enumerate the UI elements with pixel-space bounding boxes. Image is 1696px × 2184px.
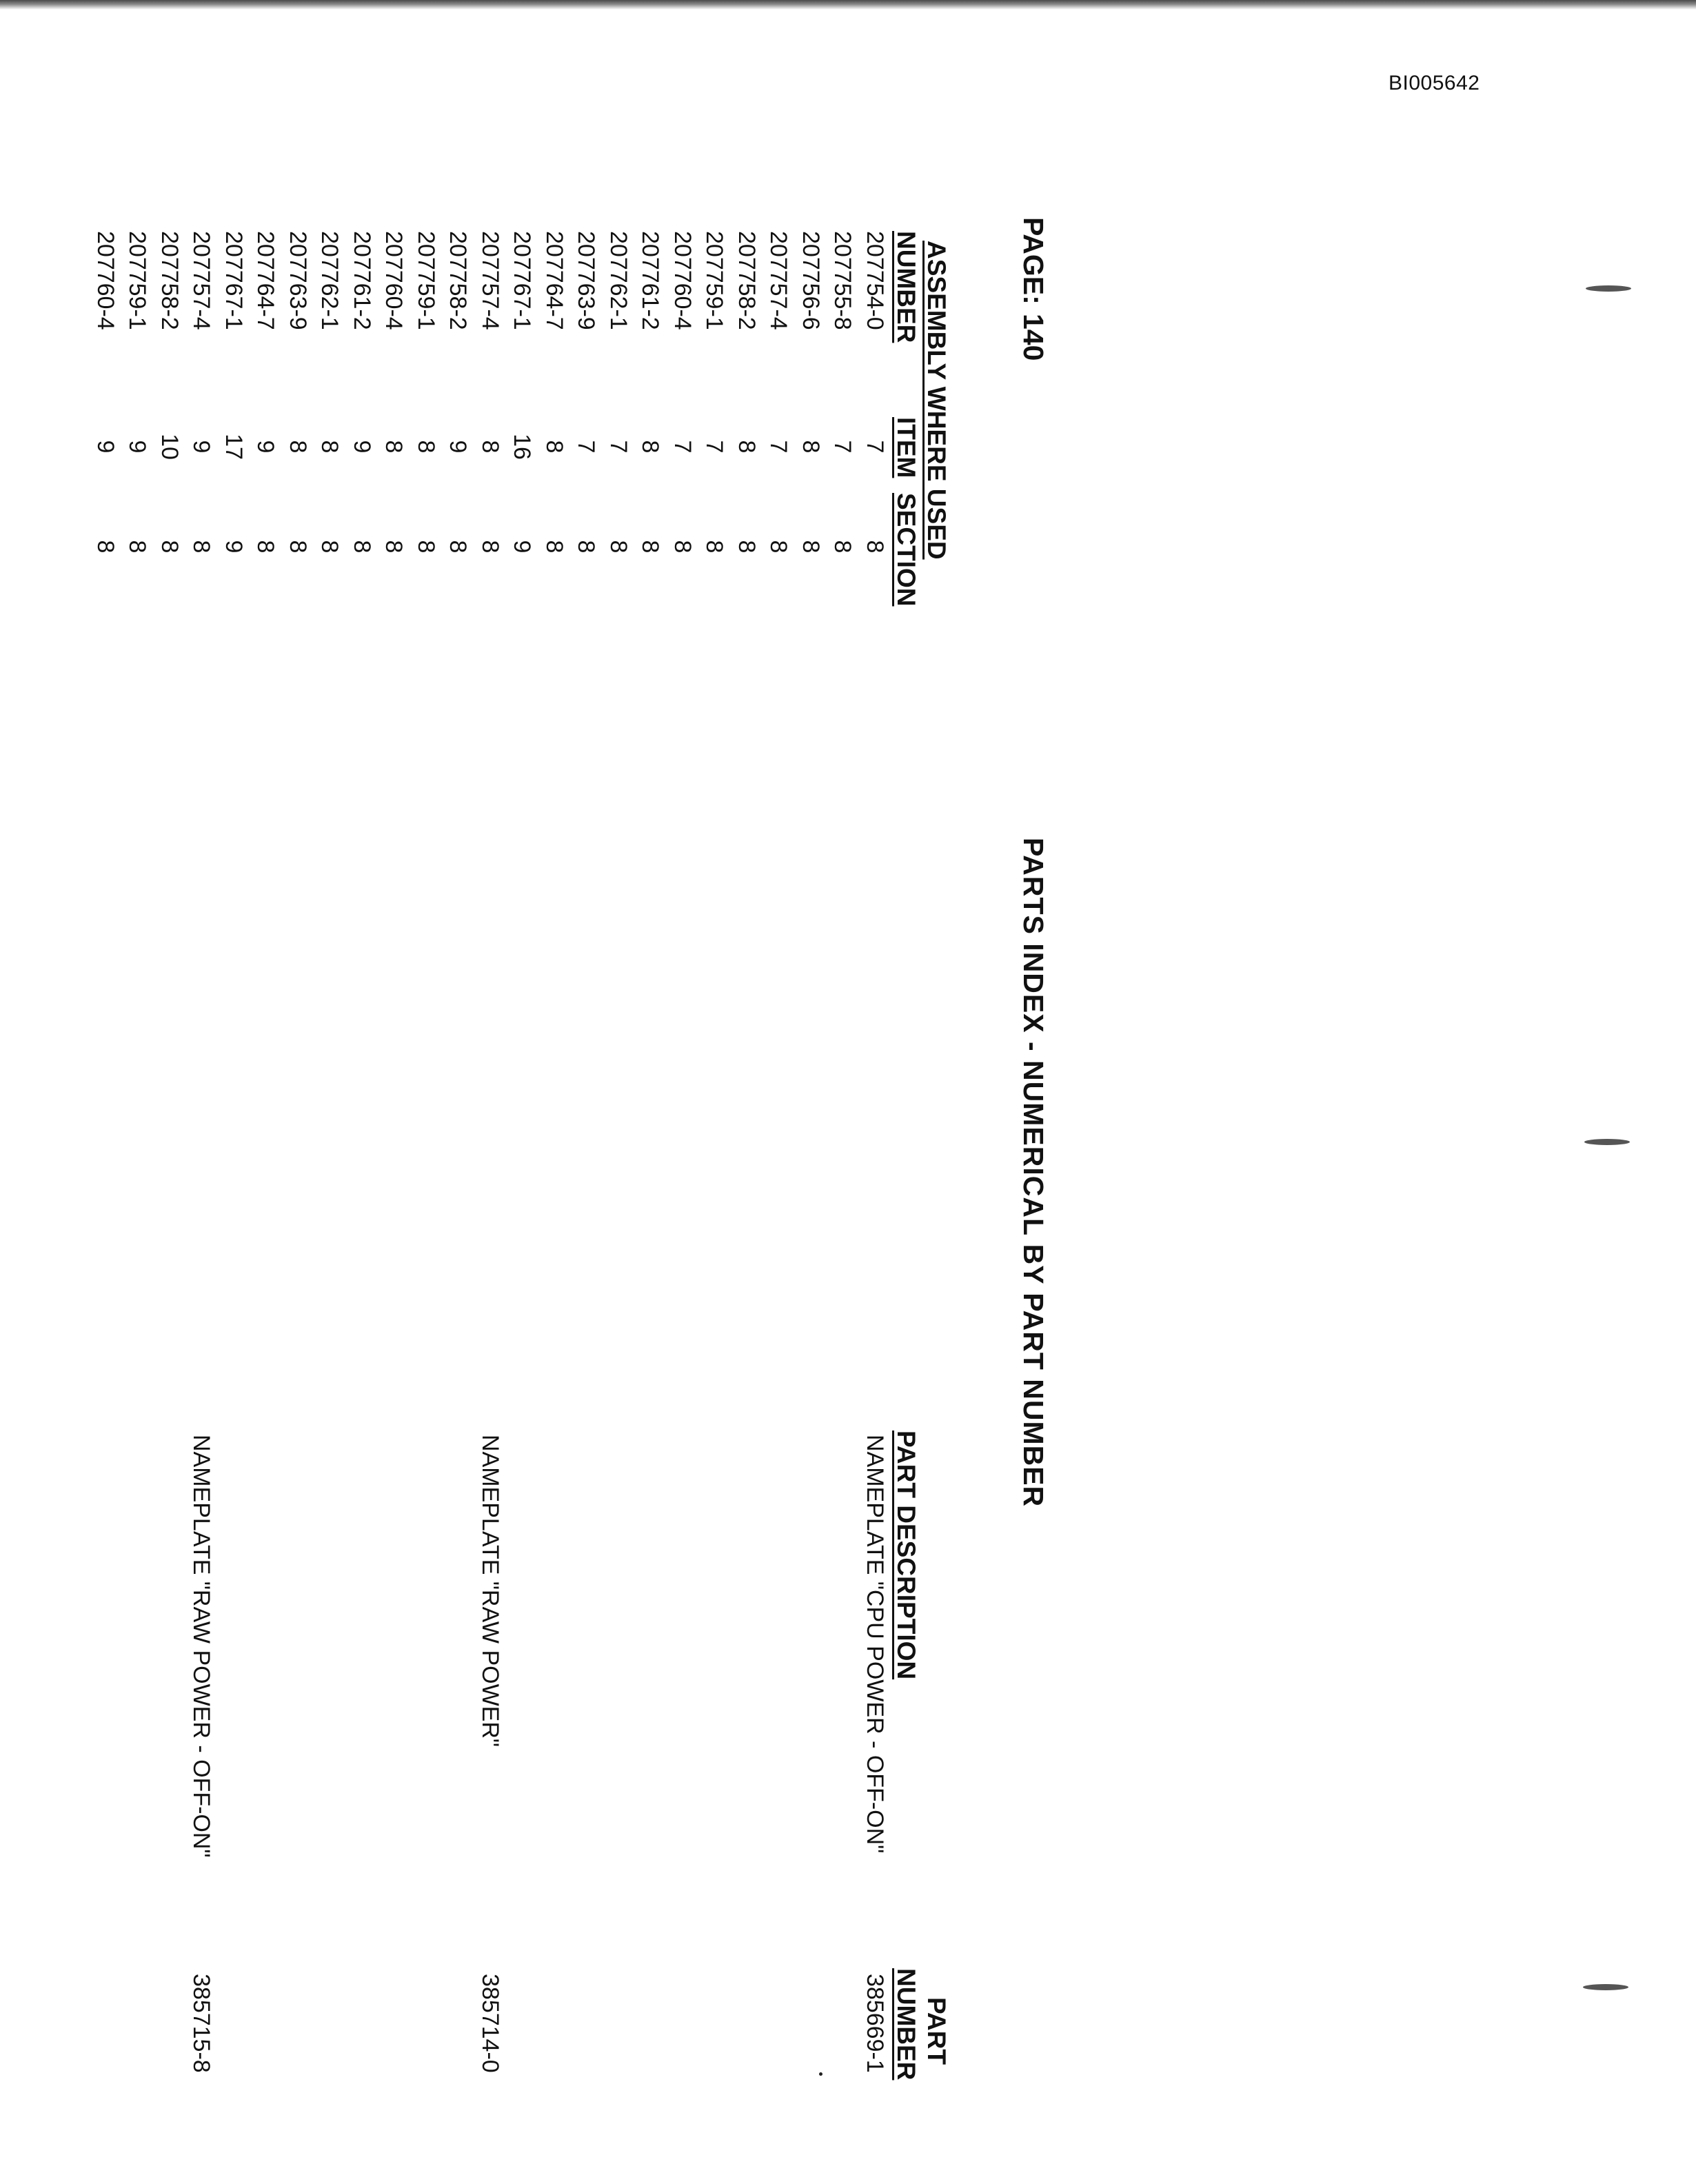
header-assembly-number: NUMBER [892,231,920,343]
assembly-item: 17 [221,434,247,460]
assembly-item: 8 [477,440,503,454]
assembly-number: 207754-0 [862,231,888,330]
assembly-section: 8 [765,540,792,554]
header-section: SECTION [892,493,920,607]
assembly-item: 9 [92,440,119,454]
page-number: 140 [1018,314,1049,361]
assembly-number: 207764-7 [541,231,567,330]
header-part-top: PART [922,1997,951,2065]
assembly-item: 8 [637,440,664,454]
assembly-number: 207761-2 [637,231,664,330]
assembly-section: 8 [701,540,728,554]
assembly-number: 207757-4 [477,231,503,330]
assembly-number: 207758-2 [157,231,183,330]
header-assembly-where-used: ASSEMBLY WHERE USED [922,241,951,560]
assembly-item: 7 [765,440,792,454]
assembly-number: 207763-9 [285,231,311,330]
assembly-section: 8 [316,540,343,554]
assembly-number: 207758-2 [734,231,760,330]
assembly-section: 8 [252,540,279,554]
assembly-number: 207762-1 [605,231,632,330]
assembly-item: 9 [252,440,279,454]
rotated-page-content [92,217,1373,2182]
assembly-item: 16 [509,434,536,460]
assembly-section: 8 [669,540,696,554]
part-description: NAMEPLATE "RAW POWER" [477,1435,503,1747]
assembly-number: 207756-6 [798,231,824,330]
assembly-item: 9 [124,440,151,454]
assembly-number: 207760-4 [669,231,696,330]
part-number: 385669-1 [862,1974,888,2073]
header-part-number: NUMBER [892,1968,920,2081]
assembly-item: 8 [316,440,343,454]
assembly-section: 8 [541,540,567,554]
assembly-number: 207760-4 [381,231,407,330]
assembly-number: 207759-1 [413,231,439,330]
punch-hole-mark [1583,1984,1628,1990]
assembly-section: 8 [124,540,151,554]
assembly-item: 8 [798,440,824,454]
assembly-number: 207759-1 [124,231,151,330]
assembly-item: 8 [734,440,760,454]
assembly-item: 7 [862,440,888,454]
assembly-section: 8 [381,540,407,554]
assembly-item: 7 [605,440,632,454]
assembly-section: 8 [92,540,119,554]
assembly-section: 8 [349,540,375,554]
assembly-number: 207757-4 [765,231,792,330]
punch-hole-mark [1586,285,1631,292]
assembly-section: 9 [509,540,536,554]
assembly-number: 207759-1 [701,231,728,330]
assembly-section: 8 [637,540,664,554]
assembly-item: 9 [349,440,375,454]
assembly-section: 8 [573,540,600,554]
assembly-item: 7 [669,440,696,454]
assembly-section: 8 [157,540,183,554]
header-item: ITEM [892,417,920,478]
page-label: PAGE: [1018,217,1049,305]
assembly-number: 207755-8 [829,231,856,330]
assembly-item: 8 [541,440,567,454]
assembly-item: 7 [829,440,856,454]
assembly-number: 207758-2 [445,231,472,330]
assembly-section: 8 [445,540,472,554]
assembly-item: 7 [701,440,728,454]
assembly-number: 207760-4 [92,231,119,330]
assembly-section: 8 [798,540,824,554]
assembly-number: 207764-7 [252,231,279,330]
assembly-section: 8 [862,540,888,554]
assembly-item: 8 [381,440,407,454]
assembly-item: 9 [188,440,215,454]
part-description: NAMEPLATE "RAW POWER - OFF-ON" [188,1435,215,1858]
assembly-number: 207757-4 [188,231,215,330]
assembly-section: 8 [734,540,760,554]
scan-top-edge [0,0,1696,10]
assembly-section: 8 [188,540,215,554]
assembly-number: 207762-1 [316,231,343,330]
assembly-section: 8 [829,540,856,554]
assembly-section: 8 [413,540,439,554]
part-number: 385715-8 [188,1974,215,2073]
assembly-item: 10 [157,434,183,460]
assembly-number: 207763-9 [573,231,600,330]
page-title: PARTS INDEX - NUMERICAL BY PART NUMBER [1018,838,1049,1508]
assembly-section: 8 [477,540,503,554]
assembly-number: 207767-1 [509,231,536,330]
part-description: NAMEPLATE "CPU POWER - OFF-ON" [862,1435,888,1854]
assembly-item: 7 [573,440,600,454]
part-number: 385714-0 [477,1974,503,2073]
document-id: BI005642 [1389,72,1480,94]
assembly-item: 8 [285,440,311,454]
header-part-description: PART DESCRIPTION [892,1430,920,1680]
assembly-section: 9 [221,540,247,554]
assembly-item: 8 [413,440,439,454]
assembly-section: 8 [285,540,311,554]
assembly-number: 207761-2 [349,231,375,330]
assembly-number: 207767-1 [221,231,247,330]
assembly-section: 8 [605,540,632,554]
assembly-item: 9 [445,440,472,454]
punch-hole-mark [1584,1139,1630,1145]
